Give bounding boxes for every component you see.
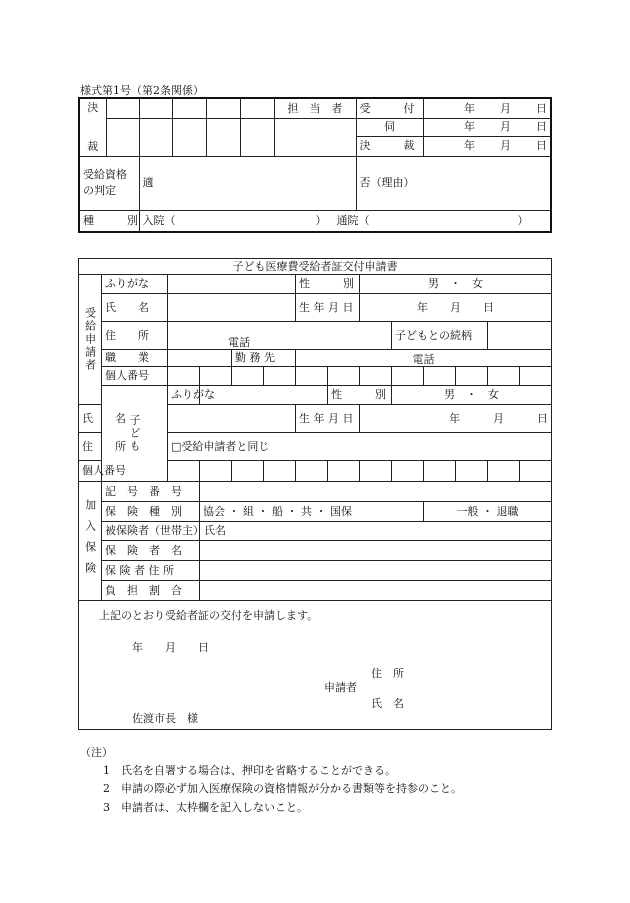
ippan-options: 一般 ・ 退職 [424, 502, 552, 522]
mayor-label: 佐渡市長 様 [132, 712, 198, 725]
child-name-label: 氏 名 [79, 405, 102, 433]
phone-label: 電話 [168, 322, 392, 350]
birth-label: 生 年 月 日 [296, 294, 360, 322]
mynumber-label: 個人番号 [102, 367, 168, 386]
shubetsu-label: 種 別 [79, 210, 139, 232]
tekigo-cell: 適 [139, 156, 356, 210]
date-line: 年 月 日 [132, 641, 209, 654]
workplace-label: 勤 務 先 [232, 350, 296, 367]
address-label: 住 所 [102, 322, 168, 350]
sex-label: 性 別 [296, 275, 360, 294]
child-birth-value: 年 月 日 [360, 405, 552, 433]
hoken-options: 協会 ・ 組 ・ 船 ・ 共 ・ 国保 [200, 502, 424, 522]
kessai-2: 裁 [87, 140, 99, 154]
note-1: 1 氏名を自署する場合は、押印を省略することができる。 [103, 764, 396, 777]
child-sex-label: 性 別 [328, 386, 392, 405]
hokensha-label: 保 険 者 名 [102, 541, 200, 561]
notes-heading: （注） [80, 746, 113, 759]
hokensha-addr-label: 保 険 者 住 所 [102, 561, 200, 581]
relation-label: 子どもとの続柄 [392, 322, 488, 350]
name-label: 氏 名 [102, 294, 168, 322]
hi-cell: 否（理由） [356, 156, 551, 210]
application-table [78, 258, 552, 730]
furigana-label: ふりがな [102, 275, 168, 294]
form-number: 様式第1号（第2条関係） [80, 84, 204, 97]
futan-label: 負 担 割 合 [102, 581, 200, 601]
child-mynumber-label: 個人番号 [79, 461, 102, 482]
child-birth-label: 生 年 月 日 [296, 405, 360, 433]
declaration-cell [79, 601, 552, 730]
job-label: 職 業 [102, 350, 168, 367]
ukagai-date: 年 月 日 [423, 118, 551, 136]
shubetsu-value: 入院（ ） 通院（ ） [139, 210, 551, 232]
hoken-shubetsu-label: 保 険 種 別 [102, 502, 200, 522]
ukagai-label: 伺 [356, 118, 423, 136]
tanto-label: 担 当 者 [274, 98, 356, 118]
uketsuke-date: 年 月 日 [423, 98, 551, 118]
insurance-section: 加入保険 [79, 482, 102, 601]
kessai-date: 年 月 日 [423, 136, 551, 156]
form-title: 子ども医療費受給者証交付申請書 [79, 259, 552, 275]
uketsuke-label: 受 付 [356, 98, 423, 118]
child-sex-value: 男 ・ 女 [392, 386, 552, 405]
applicant-label: 申請者 [324, 681, 357, 694]
shikaku-label: 受給資格の判定 [79, 156, 139, 210]
child-furigana-label: ふりがな [168, 386, 200, 405]
applicant-section: 受給申請者 [79, 275, 102, 405]
hihokensha-label: 被保険者（世帯主）氏名 [102, 522, 200, 541]
note-2: 2 申請の際必ず加入医療保険の資格情報が分かる書類等を持参のこと。 [103, 782, 462, 795]
child-section: 子ども [102, 386, 168, 482]
birth-value: 年 月 日 [360, 294, 552, 322]
admin-table [78, 97, 552, 233]
applicant-name-label: 氏 名 [371, 697, 404, 710]
child-address-label: 住 所 [79, 433, 102, 461]
declaration-text: 上記のとおり受給者証の交付を申請します。 [99, 609, 319, 622]
kigo-label: 記 号 番 号 [102, 482, 200, 502]
sex-value: 男 ・ 女 [360, 275, 552, 294]
kessai-label: 決 裁 [356, 136, 423, 156]
same-as-checkbox[interactable]: □受給申請者と同じ [168, 433, 552, 461]
addr-label: 住 所 [371, 667, 404, 680]
work-phone-label: 電話 [296, 350, 552, 367]
note-3: 3 申請者は、太枠欄を記入しないこと。 [103, 801, 308, 814]
kessai-1: 決 [87, 101, 99, 115]
